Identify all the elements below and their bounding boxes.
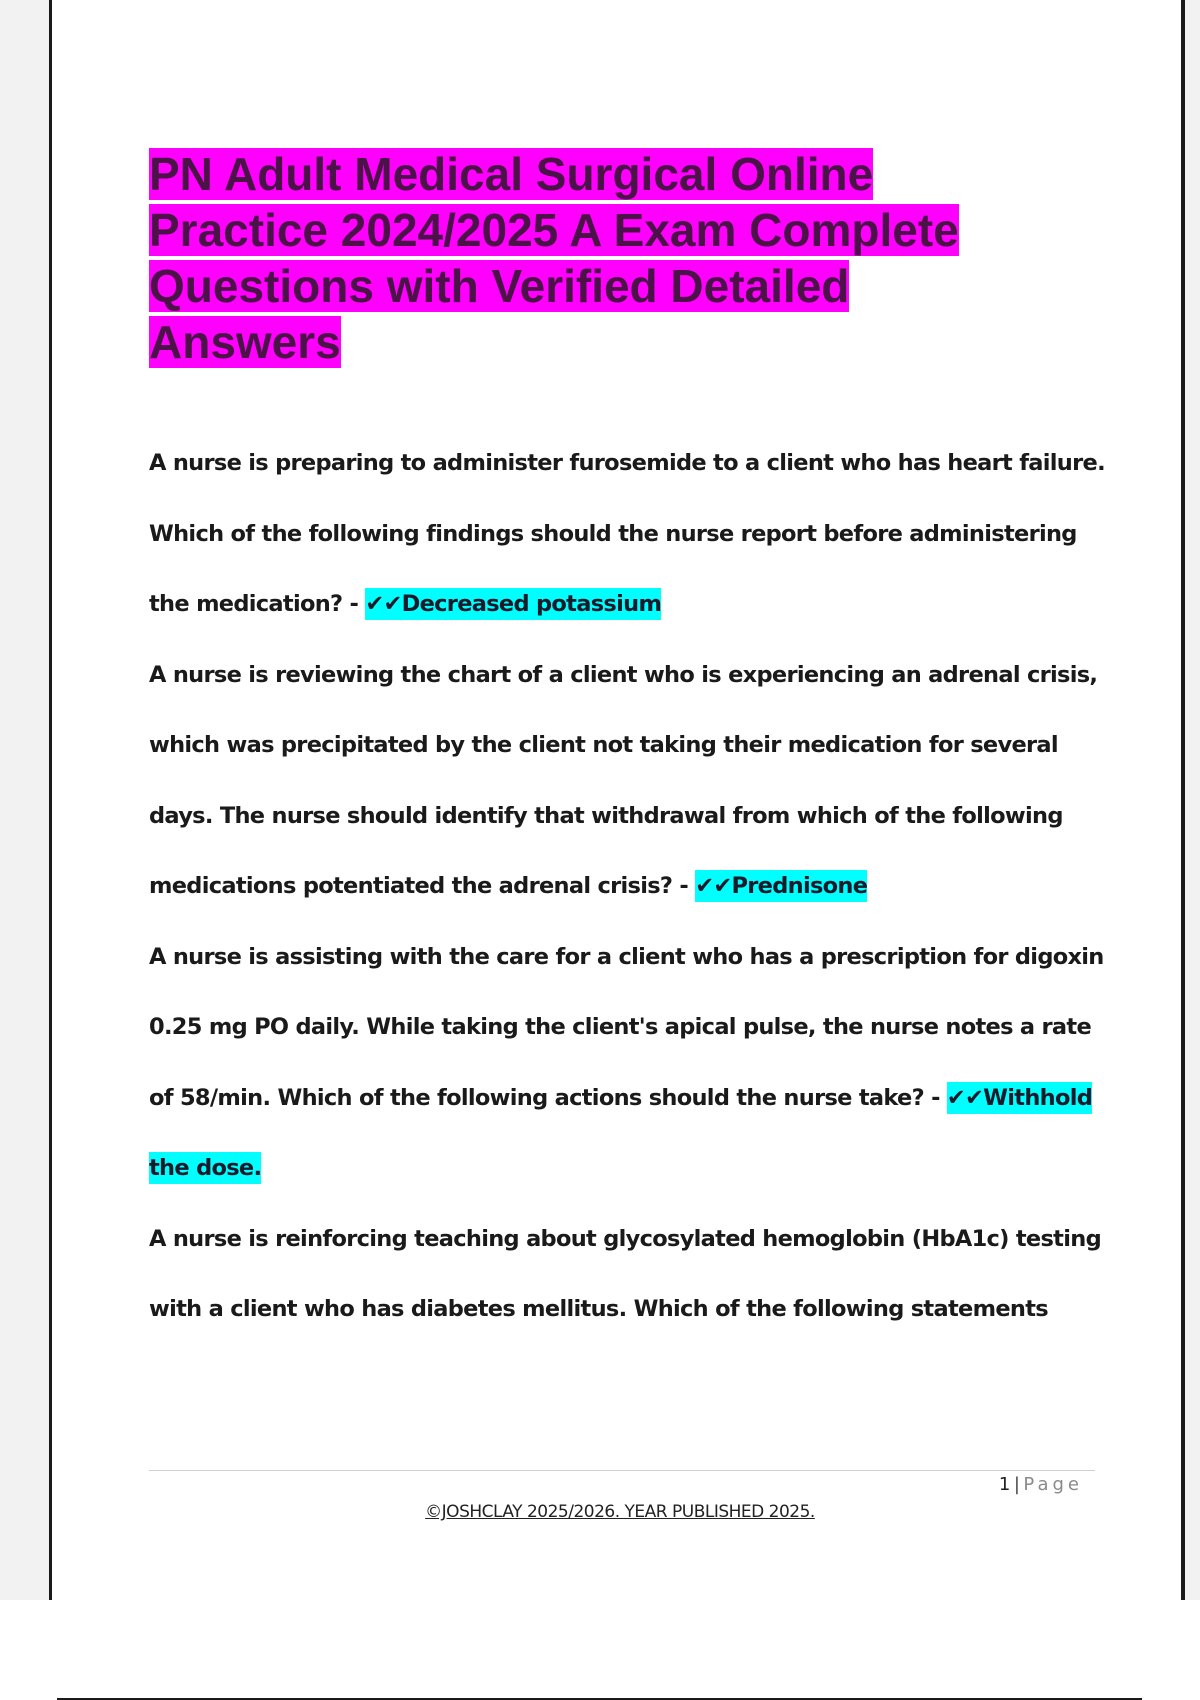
question-item-4 (149, 1204, 1109, 1345)
copyright-notice: ©JOSHCLAY 2025/2026. YEAR PUBLISHED 2025. (425, 1502, 815, 1522)
page-number-separator: | (1013, 1474, 1021, 1495)
question-text: A nurse is preparing to administer furosemide to a client who has heart failure. Which of the following findings should the nurse report before administering the medication? - (149, 450, 1105, 617)
page-label: Page (1023, 1474, 1083, 1495)
question-item-3 (149, 922, 1109, 1204)
answer-highlight: ✔✔Withhold the dose. (149, 1082, 1092, 1185)
question-text: A nurse is reviewing the chart of a client who is experiencing an adrenal crisis, which was precipitated by the client not taking their medication for several days. The nurse should identify that withdrawal from which of the following medications potentiated the adrenal crisis? - (149, 661, 1098, 899)
question-list (149, 428, 1109, 1345)
document-title (149, 146, 1009, 370)
answer-highlight: ✔✔Prednisone (695, 870, 867, 902)
document-page (49, 0, 1185, 1600)
document-title-text: PN Adult Medical Surgical Online Practice 2024/2025 A Exam Complete Questions with Verified Detailed Answers (149, 148, 959, 368)
page-number-value: 1 (998, 1474, 1011, 1495)
title-block (149, 146, 1095, 368)
footer-divider (149, 1470, 1095, 1471)
answer-highlight: ✔✔Decreased potassium (365, 588, 661, 620)
question-item-2 (149, 640, 1109, 922)
page-number (999, 1474, 1083, 1495)
question-item-1 (149, 428, 1109, 640)
question-text: A nurse is assisting with the care for a client who has a prescription for digoxin 0.25 mg PO daily. While taking the client's apical pulse, the nurse notes a rate of 58/min. Which of the following actions should the nurse take? - (149, 943, 1104, 1111)
question-text: A nurse is reinforcing teaching about glycosylated hemoglobin (HbA1c) testing with a client who has diabetes mellitus. Which of the following statements (149, 1225, 1101, 1322)
